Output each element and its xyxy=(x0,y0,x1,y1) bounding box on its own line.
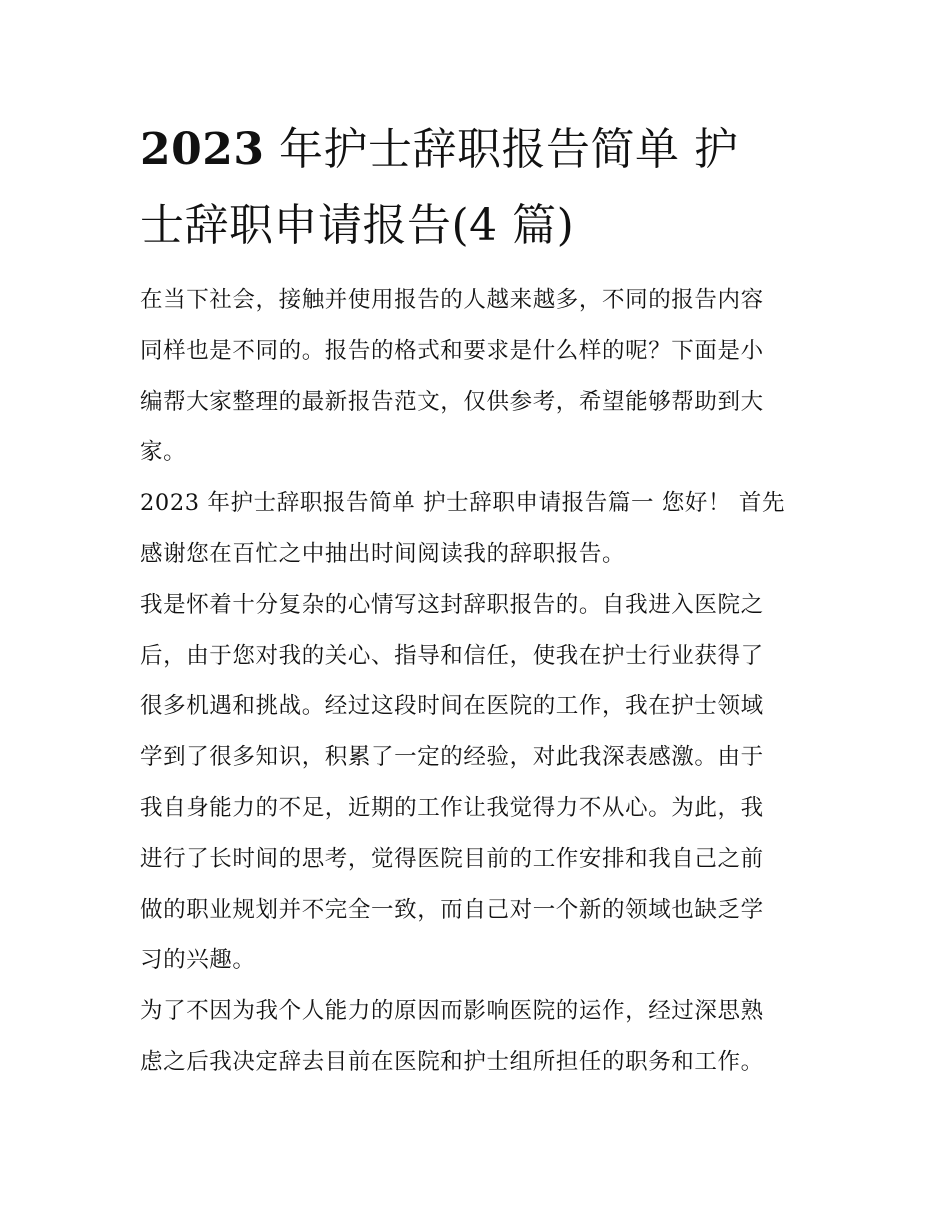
text-line: 进行了长时间的思考，觉得医院目前的工作安排和我自己之前 xyxy=(140,845,764,872)
text-line: 学到了很多知识，积累了一定的经验，对此我深表感激。由于 xyxy=(140,744,764,771)
title-line: 士辞职申请报告(4 篇) xyxy=(140,200,575,251)
paragraph-intro xyxy=(140,275,812,478)
title-line: 2023 年护士辞职报告简单 护 xyxy=(140,124,739,175)
paragraph-body xyxy=(140,580,812,986)
text-line: 很多机遇和挑战。经过这段时间在医院的工作，我在护士领域 xyxy=(140,693,764,720)
text-line: 虑之后我决定辞去目前在医院和护士组所担任的职务和工作。 xyxy=(140,1048,764,1075)
text-line: 习的兴趣。 xyxy=(140,947,256,974)
paragraph-decision xyxy=(140,986,812,1088)
text-line: 感谢您在百忙之中抽出时间阅读我的辞职报告。 xyxy=(140,540,626,567)
paragraph-greeting xyxy=(140,478,812,580)
text-line: 我自身能力的不足，近期的工作让我觉得力不从心。为此，我 xyxy=(140,794,764,821)
text-line: 做的职业规划并不完全一致，而自己对一个新的领域也缺乏学 xyxy=(140,896,764,923)
text-line: 为了不因为我个人能力的原因而影响医院的运作，经过深思熟 xyxy=(140,998,764,1025)
document-title xyxy=(140,112,820,264)
text-line: 编帮大家整理的最新报告范文，仅供参考，希望能够帮助到大 xyxy=(140,388,764,415)
text-line: 家。 xyxy=(140,439,187,466)
text-line: 2023 年护士辞职报告简单 护士辞职申请报告篇一 您好！ 首先 xyxy=(140,490,786,517)
text-line: 在当下社会，接触并使用报告的人越来越多，不同的报告内容 xyxy=(140,287,764,313)
text-line: 同样也是不同的。报告的格式和要求是什么样的呢？下面是小 xyxy=(140,337,764,364)
text-line: 后，由于您对我的关心、指导和信任，使我在护士行业获得了 xyxy=(140,642,764,669)
document-body xyxy=(140,275,812,1088)
text-line: 我是怀着十分复杂的心情写这封辞职报告的。自我进入医院之 xyxy=(140,591,764,618)
